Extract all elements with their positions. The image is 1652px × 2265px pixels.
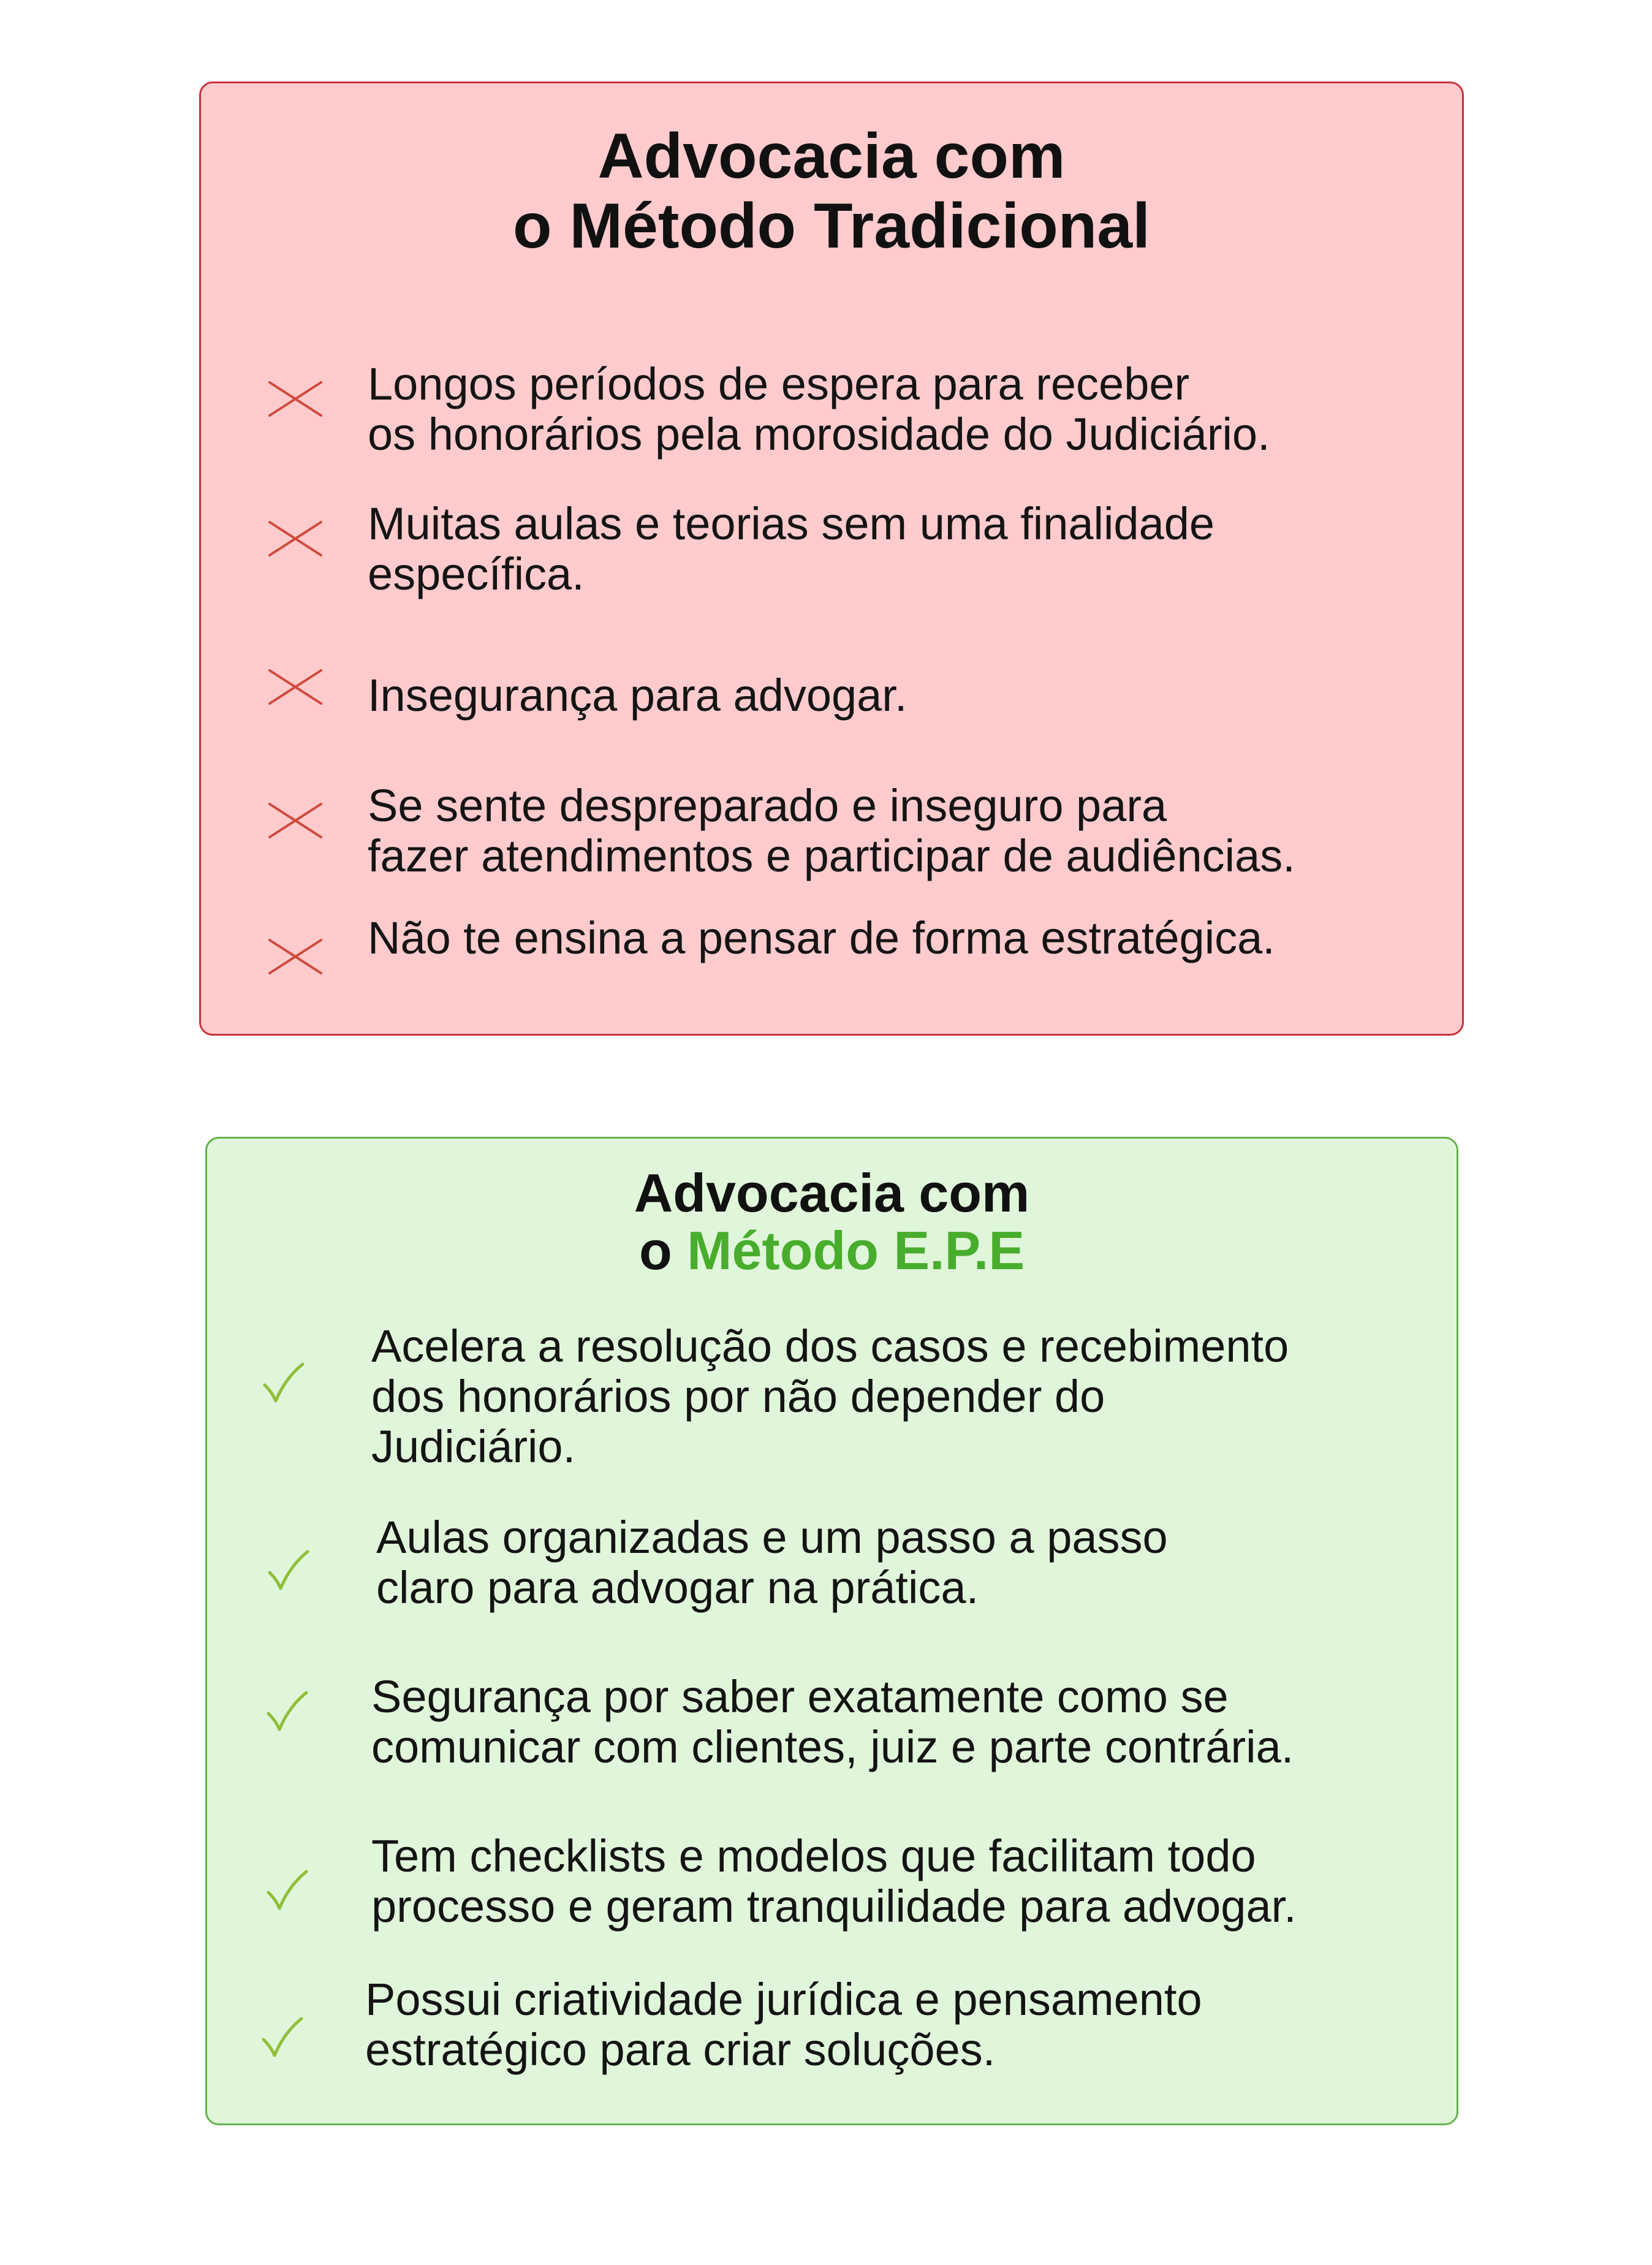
check-icon bbox=[265, 1689, 309, 1733]
epe-title-line-1: Advocacia com bbox=[634, 1163, 1030, 1223]
traditional-card-title bbox=[201, 121, 1462, 261]
traditional-item-text: Muitas aulas e teorias sem uma finalidade específica. bbox=[368, 498, 1215, 599]
check-icon bbox=[265, 1868, 309, 1912]
traditional-title-line-1: Advocacia com bbox=[597, 121, 1066, 192]
traditional-item-text: Longos períodos de espera para receber os honorários pela morosidade do Judiciário. bbox=[368, 359, 1270, 460]
epe-method-card bbox=[205, 1137, 1458, 2125]
epe-item-text: Tem checklists e modelos que facilitam todo processo e geram tranquilidade para advogar. bbox=[371, 1831, 1297, 1932]
check-icon bbox=[261, 1360, 305, 1405]
epe-title-line-2 bbox=[207, 1222, 1457, 1280]
cross-icon bbox=[267, 935, 324, 978]
traditional-item-text: Não te ensina a pensar de forma estratégica. bbox=[368, 912, 1275, 963]
epe-item-text: Acelera a resolução dos casos e recebimento dos honorários por não depender do Judiciário. bbox=[371, 1321, 1289, 1472]
epe-title-prefix: o bbox=[638, 1220, 688, 1281]
epe-item-text: Aulas organizadas e um passo a passo claro para advogar na prática. bbox=[376, 1512, 1168, 1613]
cross-icon bbox=[267, 378, 324, 420]
traditional-item-text: Se sente despreparado e inseguro para fazer atendimentos e participar de audiências. bbox=[368, 780, 1295, 881]
traditional-item-text: Insegurança para advogar. bbox=[368, 670, 907, 721]
cross-icon bbox=[267, 666, 324, 708]
epe-card-title bbox=[207, 1164, 1457, 1280]
cross-icon bbox=[267, 799, 324, 842]
traditional-title-line-2: o Método Tradicional bbox=[512, 191, 1151, 262]
cross-icon bbox=[267, 517, 324, 560]
check-icon bbox=[260, 2015, 304, 2059]
traditional-method-card bbox=[199, 82, 1464, 1036]
epe-title-highlight: Método E.P.E bbox=[687, 1220, 1025, 1281]
epe-item-text: Possui criatividade jurídica e pensamento estratégico para criar soluções. bbox=[365, 1974, 1202, 2075]
epe-item-text: Segurança por saber exatamente como se comunicar com clientes, juiz e parte contrária. bbox=[371, 1671, 1294, 1772]
check-icon bbox=[266, 1548, 310, 1592]
